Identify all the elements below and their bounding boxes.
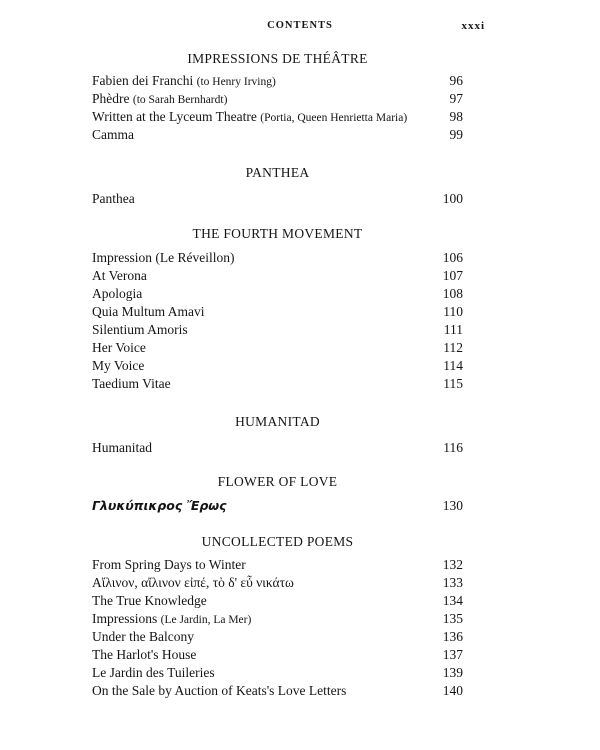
entry-page: 135: [442, 611, 463, 626]
toc-entry[interactable]: [92, 664, 463, 682]
entry-title: From Spring Days to Winter: [92, 557, 246, 572]
section-heading: PANTHEA: [245, 165, 310, 180]
toc-entry[interactable]: [92, 439, 463, 457]
toc-entry[interactable]: [92, 682, 463, 700]
entry-title: Written at the Lyceum Theatre: [92, 109, 257, 124]
toc-entry[interactable]: [92, 126, 463, 144]
entry-page: 133: [442, 575, 463, 590]
entry-title: The Harlot's House: [92, 647, 197, 662]
section-heading: IMPRESSIONS DE THÉÂTRE: [187, 51, 368, 66]
entry-title: Γλυκύπικρος Ἔρως: [92, 498, 227, 513]
toc-entry[interactable]: [92, 556, 463, 574]
entry-page: 112: [443, 340, 463, 355]
entry-page: 106: [442, 250, 463, 265]
entry-page: 107: [442, 268, 463, 283]
entry-title: Taedium Vitae: [92, 376, 171, 391]
entry-page: 99: [449, 127, 463, 142]
entry-note: (Le Jardin, La Mer): [160, 614, 252, 626]
entry-title: Camma: [92, 127, 134, 142]
entry-title: Le Jardin des Tuileries: [92, 665, 215, 680]
entry-page: 136: [442, 629, 463, 644]
toc-entry[interactable]: [92, 628, 463, 646]
toc-entry[interactable]: [92, 249, 463, 267]
entry-title: My Voice: [92, 358, 145, 373]
page-number: xxxi: [461, 20, 485, 32]
entry-page: 140: [442, 683, 463, 698]
toc-entry[interactable]: [92, 592, 463, 610]
table-of-contents: [92, 50, 463, 700]
toc-entry[interactable]: [92, 321, 463, 339]
entry-title: Phèdre: [92, 91, 130, 106]
toc-entry[interactable]: [92, 339, 463, 357]
toc-entry[interactable]: [92, 375, 463, 393]
entry-title: Panthea: [92, 191, 135, 206]
entry-page: 139: [442, 665, 463, 680]
toc-entry[interactable]: [92, 357, 463, 375]
entry-note: (to Sarah Bernhardt): [132, 94, 228, 106]
entry-title: Αἴλινον, αἴλινον εἰπέ, τὸ δ' εὖ νικάτω: [92, 575, 294, 590]
entry-title: Under the Balcony: [92, 629, 194, 644]
entry-page: 132: [442, 557, 463, 572]
page-header-title: CONTENTS: [267, 20, 333, 31]
entry-title: On the Sale by Auction of Keats's Love Letters: [92, 683, 347, 698]
toc-entry[interactable]: [92, 574, 463, 592]
toc-entry[interactable]: [92, 72, 463, 90]
entry-title: Apologia: [92, 286, 143, 301]
entry-page: 96: [449, 73, 463, 88]
toc-entry[interactable]: [92, 303, 463, 321]
entry-page: 115: [443, 376, 463, 391]
entry-title: Her Voice: [92, 340, 146, 355]
entry-page: 116: [443, 440, 463, 455]
entry-title: At Verona: [92, 268, 147, 283]
entry-page: 108: [442, 286, 463, 301]
toc-entry[interactable]: [92, 90, 463, 108]
toc-entry[interactable]: [92, 497, 463, 515]
entry-note: (to Henry Irving): [196, 76, 276, 88]
toc-entry[interactable]: [92, 610, 463, 628]
entry-title: The True Knowledge: [92, 593, 207, 608]
entry-page: 130: [442, 498, 463, 513]
toc-entry[interactable]: [92, 108, 463, 126]
entry-title: Fabien dei Franchi: [92, 73, 194, 88]
entry-page: 100: [442, 191, 463, 206]
entry-title: Impressions: [92, 611, 158, 626]
entry-title: Humanitad: [92, 440, 152, 455]
entry-page: 98: [449, 109, 463, 124]
entry-title: Impression (Le Réveillon): [92, 250, 235, 265]
section-heading: THE FOURTH MOVEMENT: [192, 226, 363, 241]
toc-entry[interactable]: [92, 267, 463, 285]
entry-page: 137: [442, 647, 463, 662]
toc-entry[interactable]: [92, 285, 463, 303]
entry-page: 110: [443, 304, 463, 319]
entry-page: 111: [443, 322, 463, 337]
section-heading: FLOWER OF LOVE: [217, 474, 338, 489]
entry-title: Quia Multum Amavi: [92, 304, 205, 319]
running-head: [0, 20, 600, 36]
section-heading: HUMANITAD: [235, 414, 320, 429]
toc-entry[interactable]: [92, 190, 463, 208]
entry-note: (Portia, Queen Henrietta Maria): [260, 112, 408, 124]
entry-title: Silentium Amoris: [92, 322, 188, 337]
entry-page: 134: [442, 593, 463, 608]
section-heading: UNCOLLECTED POEMS: [201, 534, 354, 549]
entry-page: 114: [443, 358, 463, 373]
entry-page: 97: [449, 91, 463, 106]
toc-entry[interactable]: [92, 646, 463, 664]
